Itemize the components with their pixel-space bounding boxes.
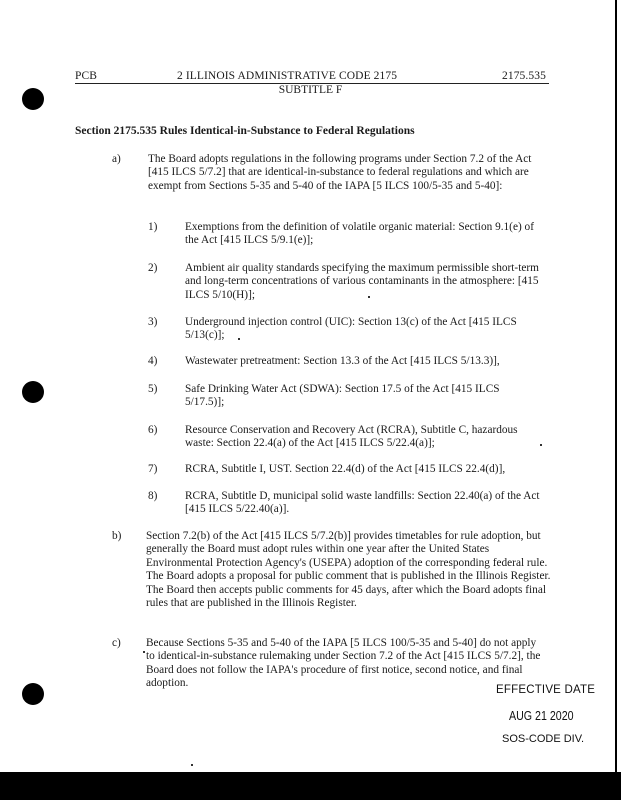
scan-speck [238,338,240,340]
item-6-text: Resource Conservation and Recovery Act (RCRA), Subtitle C, hazardous waste: Section 22.4(a) of the Act [415 ILCS 5/22.4(a)]; [185,424,518,450]
item-1-label: 1) [148,221,158,233]
item-2-text: Ambient air quality standards specifying the maximum permissible short-term and long-term concentrations of various contaminants in the atmosphere: [415 ILCS 5/10(H)]; [185,262,539,301]
item-8-label: 8) [148,490,158,502]
binder-hole-bottom [22,683,44,705]
item-8-text: RCRA, Subtitle D, municipal solid waste landfills: Section 22.40(a) of the Act [415 ILCS 5/22.40(a)]. [185,490,540,516]
item-5-text: Safe Drinking Water Act (SDWA): Section 17.5 of the Act [415 ILCS 5/17.5)]; [185,383,500,409]
scan-edge-right [615,0,617,775]
scan-speck [191,764,193,766]
paragraph-c-text: Because Sections 5-35 and 5-40 of the IAPA [5 ILCS 100/5-35 and 5-40] do not apply to identical-in-substance rulemaking under Section 7.2 of the Act [415 ILCS 5/7.2], the Board does not follow the IAPA's procedure of first notice, second notice, and final adoption. [146,637,541,690]
scan-edge-bottom [0,772,621,800]
item-7-label: 7) [148,463,158,475]
item-6-label: 6) [148,424,158,436]
stamp-division: SOS-CODE DIV. [502,733,585,745]
item-4-text: Wastewater pretreatment: Section 13.3 of the Act [415 ILCS 5/13.3)], [185,355,500,367]
header-right: 2175.535 [502,70,546,82]
item-1-text: Exemptions from the definition of volatile organic material: Section 9.1(e) of the Act [415 ILCS 5/9.1(e)]; [185,221,534,247]
paragraph-b-text: Section 7.2(b) of the Act [415 ILCS 5/7.2(b)] provides timetables for rule adoption, but generally the Board must adopt rules within one year after the United States Environmental Protection Agency's (USEPA) adoption of the corresponding federal rule. The Board adopts a proposal for public comment that is published in the Illinois Register. The Board then accepts public comments for 45 days, after which the Board adopts final rules that are published in the Illinois Register. [146,530,551,610]
item-5-label: 5) [148,383,158,395]
scan-speck [368,296,370,298]
scan-speck [540,444,542,446]
paragraph-b-label: b) [112,530,122,542]
binder-hole-middle [22,381,44,403]
paragraph-c-label: c) [112,637,121,649]
item-4-label: 4) [148,355,158,367]
item-7-text: RCRA, Subtitle I, UST. Section 22.4(d) of the Act [415 ILCS 22.4(d)], [185,463,506,475]
paragraph-a-text: The Board adopts regulations in the following programs under Section 7.2 of the Act [415 ILCS 5/7.2] that are identical-in-substance to federal regulations and which are exempt from Sections 5-35 and 5-40 of the IAPA [5 ILCS 100/5-35 and 5-40]: [148,153,532,192]
scan-speck [143,651,145,653]
header-left: PCB [75,70,98,82]
section-title: Section 2175.535 Rules Identical-in-Substance to Federal Regulations [75,125,415,137]
stamp-date: AUG 21 2020 [509,708,574,723]
stamp-effective-date: EFFECTIVE DATE [496,684,596,696]
item-3-label: 3) [148,316,158,328]
item-2-label: 2) [148,262,158,274]
paragraph-a-label: a) [112,153,121,165]
header-subtitle: SUBTITLE F [278,84,343,96]
header-center: 2 ILLINOIS ADMINISTRATIVE CODE 2175 [177,70,398,82]
item-3-text: Underground injection control (UIC): Section 13(c) of the Act [415 ILCS 5/13(c)]; [185,316,517,342]
